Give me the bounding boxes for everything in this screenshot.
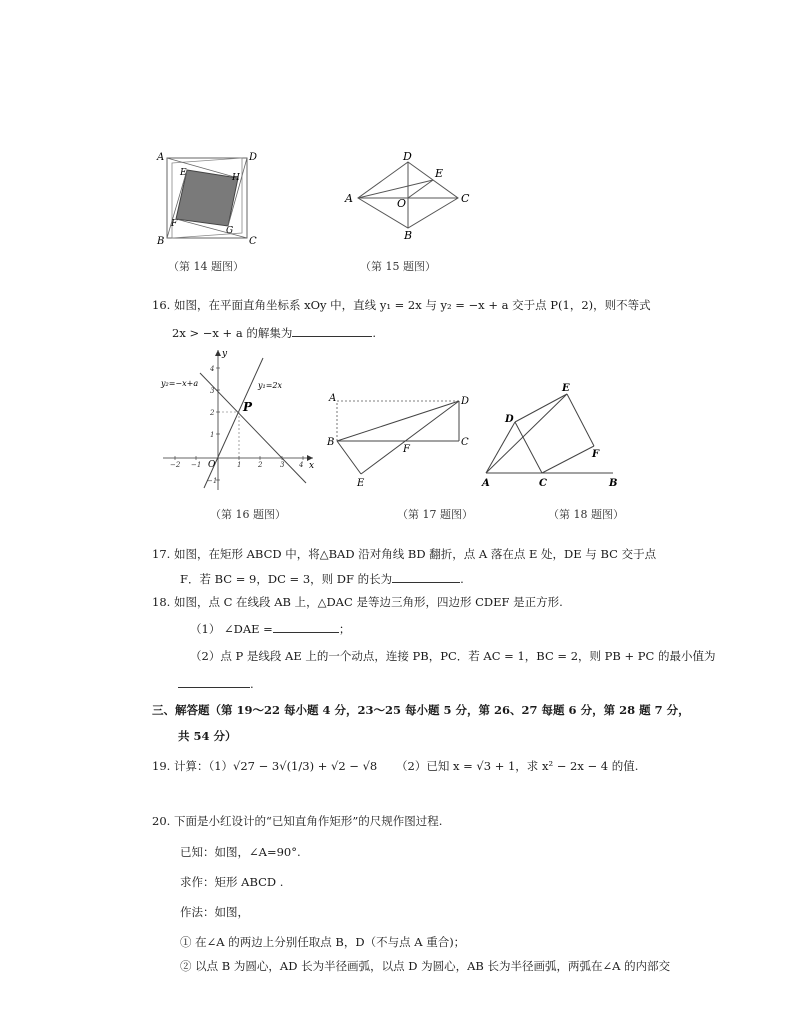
fig14-label-a: A xyxy=(157,152,165,163)
fig14-label-e: E xyxy=(180,168,187,178)
fig17-label-a: A xyxy=(329,393,337,404)
figure-17 xyxy=(325,390,475,490)
q18-p1-end: ； xyxy=(338,622,351,636)
q18-line1: 18. 如图，点 C 在线段 AB 上，△DAC 是等边三角形，四边形 CDEF 是正方形. xyxy=(152,595,563,609)
q17-end: . xyxy=(460,572,464,586)
section3-heading: 三、解答题（第 19～22 每小题 4 分，23～25 每小题 5 分，第 26、27 每题 6 分，第 28 题 7 分， xyxy=(152,703,690,717)
fig18-label-f: F xyxy=(592,449,600,460)
fig16-ytick-4: 4 xyxy=(210,365,215,373)
q19-line xyxy=(152,758,377,774)
fig15-label-o: O xyxy=(397,197,407,210)
fig16-ytick-3: 3 xyxy=(210,387,215,395)
q16-answer-blank[interactable] xyxy=(292,324,372,337)
fig18-caption: （第 18 题图） xyxy=(548,508,624,521)
q20-method: 作法：如图， xyxy=(180,905,249,919)
fig16-xtick-1: 1 xyxy=(237,461,242,469)
fig16-xtick-2: 2 xyxy=(258,461,263,469)
q18-p2-end: . xyxy=(250,677,254,691)
fig17-label-f: F xyxy=(403,444,410,455)
fig16-line-y1: y₁=2x xyxy=(258,381,283,390)
q19-part2: （2）已知 x = √3 + 1，求 x² − 2x − 4 的值. xyxy=(396,759,639,773)
figure-14 xyxy=(150,148,262,248)
q18-part2: （2）点 P 是线段 AE 上的一个动点，连接 PB，PC．若 AC = 1，BC = 2，则 PB + PC 的最小值为 xyxy=(190,649,716,663)
fig16-label-x: x xyxy=(309,461,315,471)
q16-line2 xyxy=(172,324,376,341)
q16-end: . xyxy=(372,326,376,340)
figure-16 xyxy=(158,345,323,495)
q19-expr1: √27 − 3√(1/3) + √2 − √8 xyxy=(233,759,378,773)
q16-text: 2x > −x + a 的解集为 xyxy=(172,326,293,340)
q20-known: 已知：如图，∠A=90°. xyxy=(180,845,301,859)
fig18-label-d: D xyxy=(505,414,514,425)
q17-text: F．若 BC = 9，DC = 3，则 DF 的长为 xyxy=(180,572,393,586)
q19-label: 19. 计算：（1） xyxy=(152,759,234,773)
q17-line2 xyxy=(180,570,464,587)
fig14-label-f: F xyxy=(171,219,178,229)
fig18-label-a: A xyxy=(482,478,490,489)
fig16-ytick-m1: −1 xyxy=(207,477,218,485)
section3-heading-line2: 共 54 分） xyxy=(178,729,237,743)
fig15-label-b: B xyxy=(404,229,413,242)
fig18-label-e: E xyxy=(562,383,570,394)
q17-line1: 17. 如图，在矩形 ABCD 中，将△BAD 沿对角线 BD 翻折，点 A 落在点 E 处，DE 与 BC 交于点 xyxy=(152,547,657,561)
q20-find: 求作：矩形 ABCD . xyxy=(180,875,284,889)
fig18-label-b: B xyxy=(609,478,618,489)
fig16-label-y: y xyxy=(222,349,228,359)
q20-line1: 20. 下面是小红设计的“已知直角作矩形”的尺规作图过程. xyxy=(152,814,443,828)
fig16-ytick-1: 1 xyxy=(210,431,215,439)
fig16-ytick-2: 2 xyxy=(210,409,215,417)
fig16-xtick-4: 4 xyxy=(299,461,304,469)
q20-step2: ② 以点 B 为圆心，AD 长为半径画弧，以点 D 为圆心，AB 长为半径画弧，两弧在∠A 的内部交 xyxy=(180,959,671,973)
figure-18 xyxy=(478,380,623,492)
q18-p2-blank[interactable] xyxy=(178,675,250,688)
fig15-label-c: C xyxy=(461,192,470,205)
q16-line1: 16. 如图，在平面直角坐标系 xOy 中，直线 y₁ = 2x 与 y₂ = −x + a 交于点 P(1，2)，则不等式 xyxy=(152,298,651,312)
fig15-caption: （第 15 题图） xyxy=(360,260,436,273)
fig17-label-e: E xyxy=(357,478,365,489)
fig16-line-y2: y₂=−x+a xyxy=(161,379,199,388)
fig18-label-c: C xyxy=(539,478,547,489)
fig14-label-c: C xyxy=(249,236,257,247)
fig16-label-p: P xyxy=(243,400,253,414)
q17-answer-blank[interactable] xyxy=(392,570,460,583)
fig17-label-d: D xyxy=(461,396,470,407)
fig17-label-c: C xyxy=(461,437,469,448)
q18-part2-blankline xyxy=(178,675,254,692)
fig15-label-e: E xyxy=(435,167,444,180)
fig15-label-d: D xyxy=(403,150,412,163)
fig16-caption: （第 16 题图） xyxy=(210,508,286,521)
q18-p1-text: （1） ∠DAE = xyxy=(190,622,273,636)
q18-p1-blank[interactable] xyxy=(273,620,339,633)
q20-step1: ① 在∠A 的两边上分别任取点 B，D（不与点 A 重合)； xyxy=(180,935,466,949)
fig16-xtick-m1: −1 xyxy=(191,461,202,469)
fig16-xtick-3: 3 xyxy=(280,461,285,469)
figure-15 xyxy=(340,150,475,242)
fig17-caption: （第 17 题图） xyxy=(397,508,473,521)
fig16-label-o: O xyxy=(208,460,216,470)
fig16-xtick-m2: −2 xyxy=(170,461,181,469)
fig14-label-b: B xyxy=(157,236,165,247)
fig15-label-a: A xyxy=(345,192,353,205)
fig14-label-d: D xyxy=(249,152,258,163)
fig17-label-b: B xyxy=(327,437,335,448)
q18-part1 xyxy=(190,620,350,637)
fig14-caption: （第 14 题图） xyxy=(168,260,244,273)
fig14-label-g: G xyxy=(226,226,234,236)
fig14-label-h: H xyxy=(232,173,240,183)
